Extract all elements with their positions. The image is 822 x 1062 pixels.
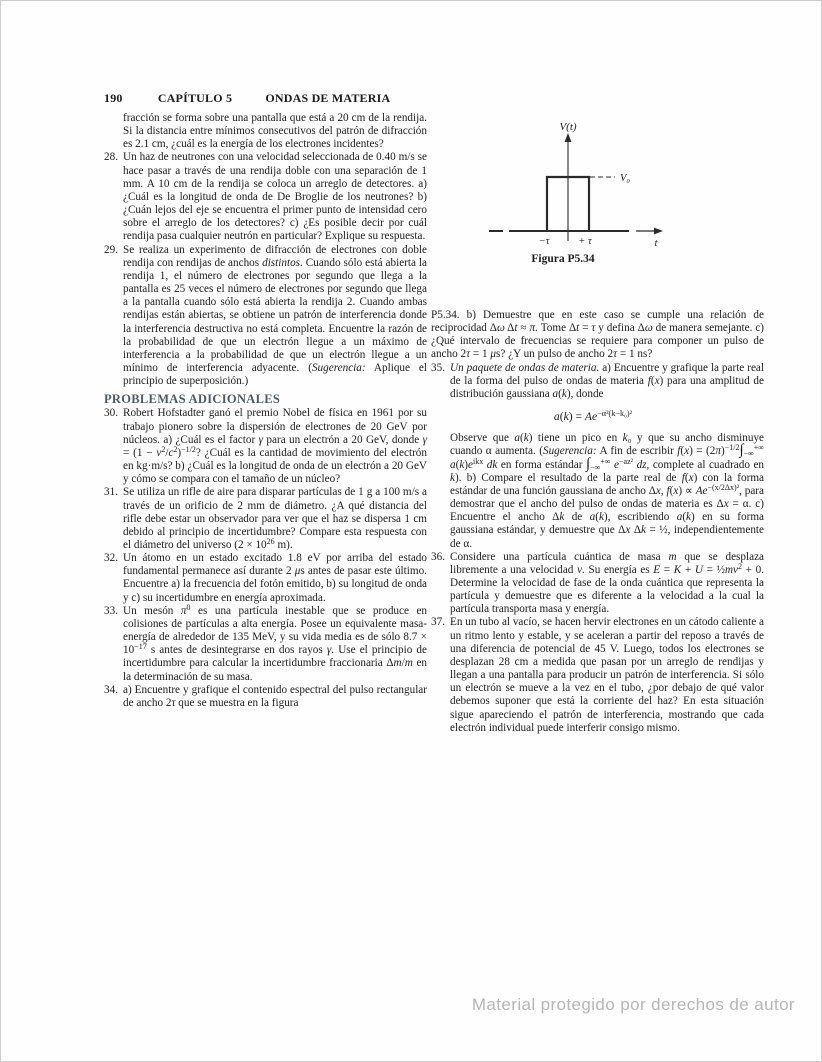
right-tick-label: + τ	[578, 236, 592, 247]
additional-problems-heading: PROBLEMAS ADICIONALES	[104, 392, 281, 407]
pulse-figure-svg	[483, 119, 698, 251]
problem-34	[104, 684, 427, 710]
problem-text	[450, 362, 764, 551]
x-axis-arrow-icon	[654, 228, 663, 235]
problem-36	[431, 551, 764, 617]
problem-text: Robert Hofstadter ganó el premio Nobel de física en 1961 por su trabajo pionero sobre la dispersión de electrones de 20 GeV por núcleos. a) ¿Cuál es el factor γ para un electrón a 20 GeV, donde $\gamma = (1 - v^2/c^2)^{-1/2}$? ¿Cuál es la cantidad de movimiento del electrón en kg·m/s? b) ¿Cuál es la longitud de onda de un electrón a 20 GeV y cómo se compara con el tamaño de un núcleo?	[123, 407, 427, 486]
chapter-label: CAPÍTULO 5	[157, 91, 233, 105]
problem-text: Considere una partícula cuántica de masa m que se desplaza libremente a una velocidad v. Su energía es $E = K + U = \frac{1}{2}mv^2 + 0$. Determine la velocidad de fase de la onda cuántica que representa la partícula y demuestre que es diferente a la velocidad a la cual la partícula transporta masa y energía.	[450, 550, 765, 616]
left-tick-label: −τ	[538, 236, 550, 247]
problem-number: 32.	[104, 552, 118, 565]
problem-number: 33.	[104, 604, 118, 617]
problem-29	[104, 244, 427, 389]
problem-number: 37.	[431, 616, 445, 629]
problem-28	[104, 151, 427, 243]
problem-text: Un mesón $\pi^0$ es una partícula inestable que se produce en colisiones de partículas a alta energía. Posee un equivalente masa-energía de alrededor de 135 MeV, y su vida media es de sólo $8.7 \times 10^{-17}$ s antes de desintegrarse en dos rayos γ. Use el principio de incertidumbre para calcular la incertidumbre fraccionaria Δm/m en la determinación de su masa.	[123, 602, 428, 683]
problem-number: 31.	[104, 486, 118, 499]
problem-text: En un tubo al vacío, se hacen hervir electrones en un cátodo caliente a un ritmo lento y estable, y se aceleran a partir del reposo a través de una diferencia de potencial de 45 V. Luego, todos los electrones se desplazan 28 cm a medida que pasan por un arreglo de rendijas y llegan a una pantalla para producir un patrón de interferencia. Si sólo un electrón se mueve a la vez en el tubo, ¿por debajo de qué valor debemos suponer que está la corriente del haz? En esta situación sigue apareciendo el patrón de interferencia, mostrando que cada electrón individual puede interferir consigo mismo.	[450, 616, 764, 734]
problem-34-continuation: P5.34. b) Demuestre que en este caso se cumple una relación de reciprocidad Δω Δt ≈ π. Tome Δt = τ y defina Δω de manera semejante. c) ¿Qué intervalo de frecuencias se requiere para componer un pulso de ancho 2τ = 1 μs? ¿Y un pulso de ancho 2τ = 1 ns?	[431, 309, 765, 361]
problem-number: 28.	[104, 151, 118, 164]
copyright-watermark: Material protegido por derechos de autor	[471, 995, 795, 1014]
figure-p534	[431, 119, 764, 269]
y-axis-label: V(t)	[559, 121, 577, 133]
problem-31	[104, 486, 427, 552]
problem-text: Se utiliza un rifle de aire para disparar partículas de 1 g a 100 m/s a través de un orificio de 2 mm de diámetro. ¿A qué distancia del rifle debe estar un observador para ver que el haz se dispersa 1 cm debido al principio de incertidumbre? Compare esta respuesta con el diámetro del universo ($2 \times 10^{26}$ m).	[123, 486, 427, 551]
problem-37	[431, 616, 764, 734]
problem-30	[104, 407, 427, 486]
running-head	[104, 91, 390, 106]
problem-number: 29.	[104, 243, 118, 256]
page-number: 190	[104, 91, 123, 105]
problem-text: Se realiza un experimento de difracción de electrones con doble rendija con rendijas de anchos distintos. Cuando sólo está abierta la rendija 1, el número de electrones por segundo que llega a la pantalla es 25 veces el número de electrones por segundo que llega a la pantalla cuando sólo está abierta la rendija 2. Cuando ambas rendijas están abiertas, se obtiene un patrón de interferencia donde la interferencia destructiva no está completa. Encuentre la razón de la probabilidad de que un electrón llegue a un máximo de interferencia a la probabilidad de que un electrón llegue a un mínimo de interferencia adyacente. (Sugerencia: Aplique el principio de superposición.)	[123, 243, 428, 388]
problem-35-intro: Un paquete de ondas de materia. a) Encuentre y grafique la parte real de la forma del pulso de ondas de materia f(x) para una amplitud de distribución gaussiana a(k), donde	[450, 361, 764, 400]
problem-35	[431, 362, 764, 551]
equation-ak: $a(k) = Ae^{-\alpha^2(k-k_0)^2}$	[553, 409, 633, 424]
problem-text: Un haz de neutrones con una velocidad seleccionada de 0.40 m/s se hace pasar a través de una rendija doble con una separación de 1 mm. A 10 cm de la rendija se coloca un arreglo de detectores. a) ¿Cuál es la longitud de onda de De Broglie de los neutrones? b) ¿Cuán lejos del eje se encuentra el primer punto de intensidad cero sobre el arreglo de los detectores? c) ¿Es posible decir por cuál rendija pasa cualquier neutrón en particular? Explique su respuesta.	[123, 151, 427, 243]
chapter-title: ONDAS DE MATERIA	[265, 91, 391, 105]
problem-32	[104, 552, 427, 605]
problem-text: a) Encuentre y grafique el contenido espectral del pulso rectangular de ancho 2τ que se muestra en la figura	[123, 683, 427, 709]
problem-number: 30.	[104, 407, 118, 420]
problem-35-body: Observe que a(k) tiene un pico en k₀ y que su ancho disminuye cuando α aumenta. (Sugerencia: A fin de escribir $f(x) = (2\pi)^{-1/2}\int_{-\infty}^{+\infty}$ $a(k)e^{ikx}$ dk en forma estándar $\int_{-\infty}^{+\infty}$ $e^{-az^2}$ dz, complete al cuadrado en k). b) Compare el resultado de la parte real de f(x) con la forma estándar de una función gaussiana de ancho Δx, $f(x) \propto Ae^{-(x/2\Delta x)^2}$, para demostrar que el ancho del pulso de ondas de materia es Δx = α. c) Encuentre el ancho Δk de a(k), escribiendo a(k) en su forma gaussiana estándar, y demuestre que Δx Δk = ½, independientemente de α.	[450, 432, 765, 550]
left-column	[104, 112, 427, 710]
right-column-text	[431, 309, 764, 735]
figure-caption: Figura P5.34	[531, 253, 595, 265]
y-axis-arrow-icon	[565, 133, 572, 142]
amplitude-label: V₀	[620, 173, 631, 184]
right-column	[431, 119, 764, 735]
problem-27-continuation: fracción se forma sobre una pantalla que está a 20 cm de la rendija. Si la distancia entre mínimos consecutivos del patrón de difracción es 2.1 cm, ¿cuál es la energía de los electrones incidentes?	[123, 112, 427, 151]
problem-33	[104, 602, 428, 684]
problem-number: 34.	[104, 683, 118, 696]
x-axis-label: t	[654, 237, 658, 249]
problem-number: 35.	[431, 361, 445, 374]
problem-number: 36.	[431, 550, 445, 563]
problem-text: Un átomo en un estado excitado 1.8 eV por arriba del estado fundamental permanece así durante 2 μs antes de pasar este último. Encuentre a) la frecuencia del fotón emitido, b) su longitud de onda y c) su incertidumbre en energía aproximada.	[123, 552, 427, 604]
